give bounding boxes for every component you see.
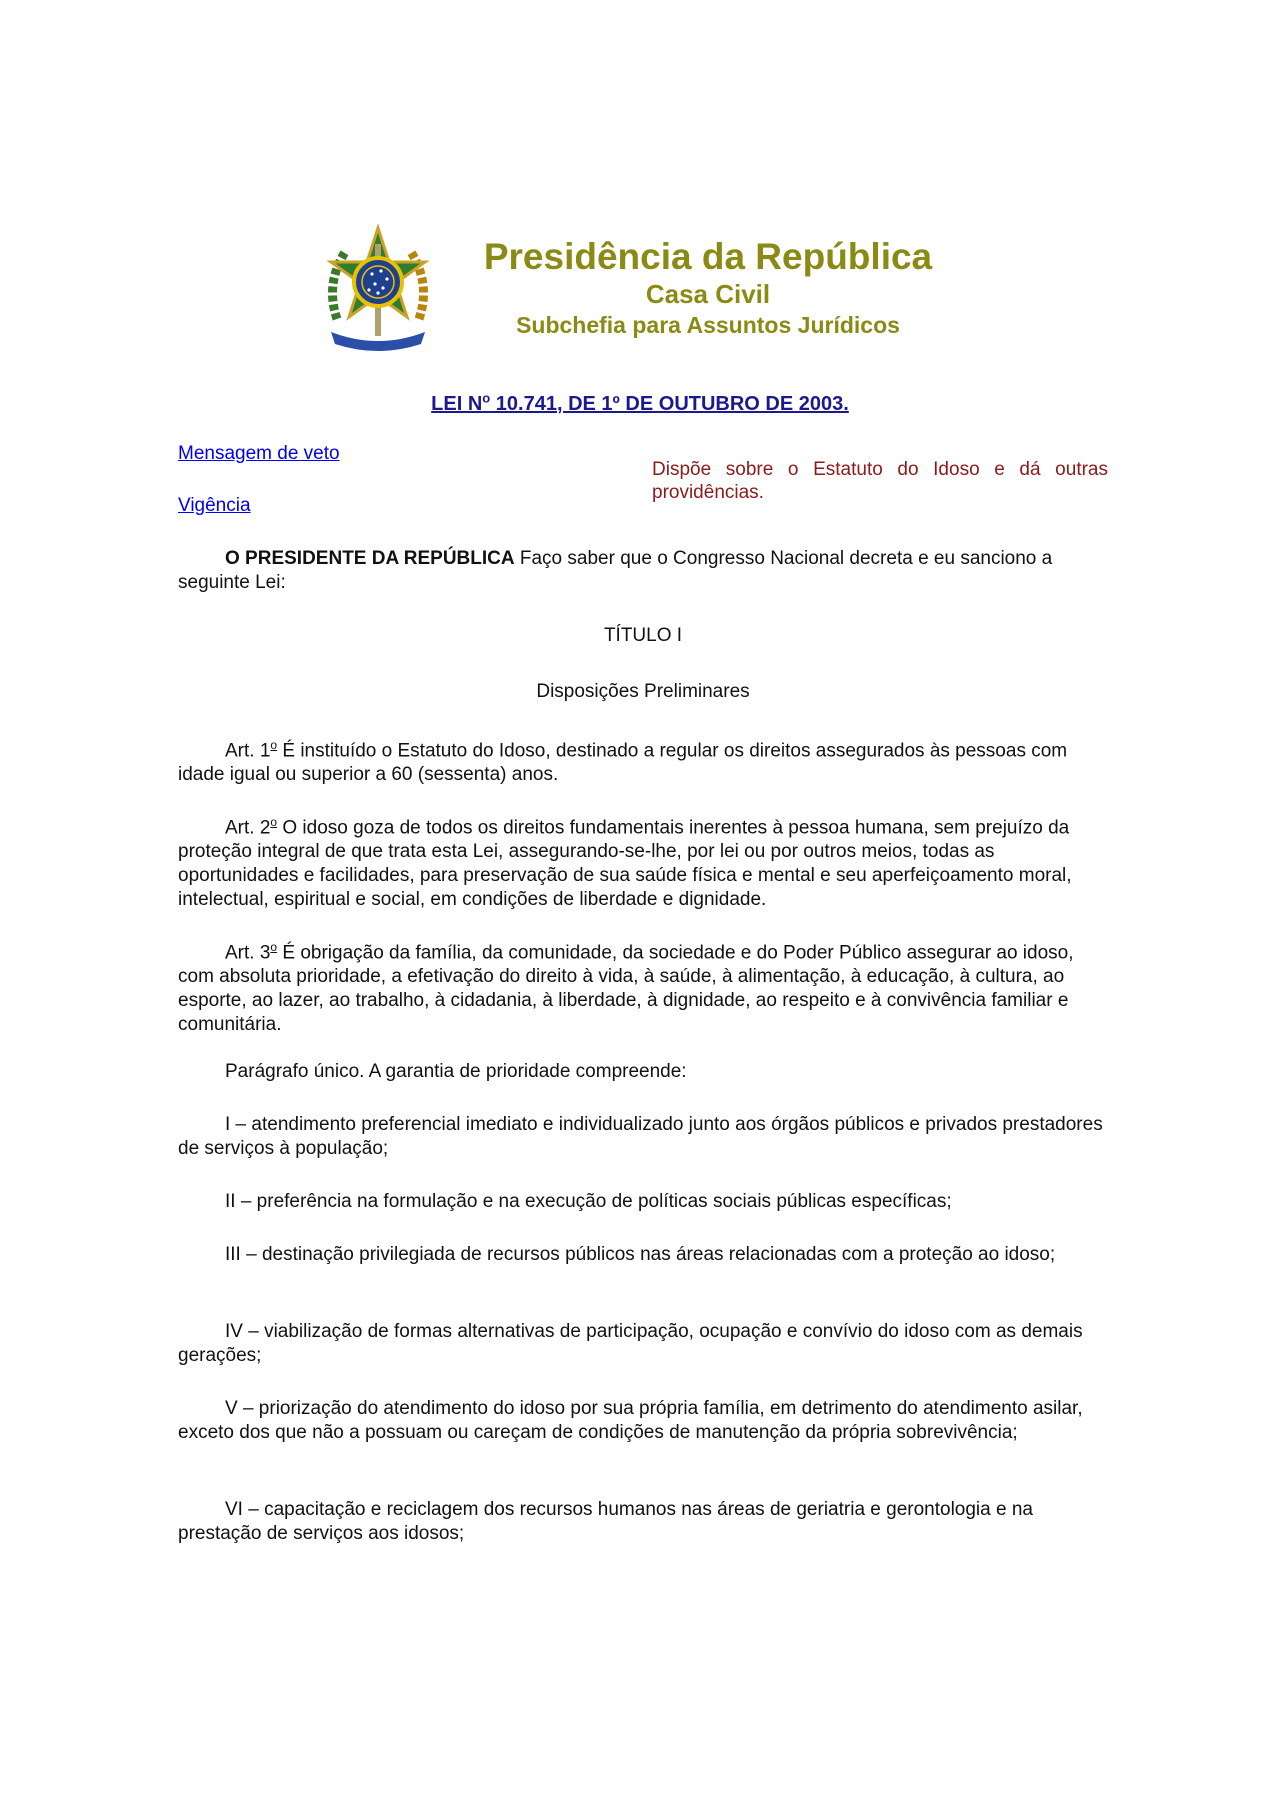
inciso-1: I – atendimento preferencial imediato e individualizado junto aos órgãos públicos e privados prestadores de serviços à população; — [178, 1114, 1103, 1159]
inciso-6: VI – capacitação e reciclagem dos recursos humanos nas áreas de geriatria e gerontologia e na prestação de serviços aos idosos; — [178, 1499, 1033, 1544]
subtitulo: Disposições Preliminares — [536, 681, 750, 702]
law-title — [0, 390, 1280, 416]
header-title: Presidência da República — [483, 236, 933, 277]
inciso-5: V – priorização do atendimento do idoso por sua própria família, em detrimento do atendimento asilar, exceto dos que não a possuam ou careçam de condições de manutenção da própria sobrevivência; — [178, 1398, 1083, 1443]
vigencia-link[interactable]: Vigência — [178, 495, 251, 516]
paragrafo-unico: Parágrafo único. A garantia de prioridade compreende: — [225, 1061, 687, 1082]
preamble-bold: O PRESIDENTE DA REPÚBLICA — [225, 548, 515, 569]
brazil-coat-of-arms-icon — [317, 224, 439, 356]
veto-message-link[interactable]: Mensagem de veto — [178, 443, 340, 464]
header-subtitle-2: Subchefia para Assuntos Jurídicos — [516, 312, 900, 338]
preamble-text: Faço saber que o Congresso Nacional decreta e eu sanciono a seguinte Lei: — [178, 548, 1053, 593]
preamble — [178, 547, 1108, 595]
titulo: TÍTULO I — [603, 625, 683, 646]
ementa: Dispõe sobre o Estatuto do Idoso e dá outras providências. — [652, 459, 1108, 503]
page-header — [317, 224, 977, 364]
inciso-4: IV – viabilização de formas alternativas de participação, ocupação e convívio do idoso com as demais gerações; — [178, 1321, 1083, 1366]
article-2: Art. 2$^o$ O idoso goza de todos os direitos fundamentais inerentes à pessoa humana, sem prejuízo da proteção integral de que trata esta Lei, assegurando-se-lhe, por lei ou por outros meios, todas as oportunidades e facilidades, para preservação de sua saúde física e mental e seu aperfeiçoamento moral, intelectual, espiritual e social, em condições de liberdade e dignidade. — [178, 815, 1072, 911]
inciso-3: III – destinação privilegiada de recursos públicos nas áreas relacionadas com a proteção ao idoso; — [225, 1244, 1056, 1265]
article-3: Art. 3$^o$ É obrigação da família, da comunidade, da sociedade e do Poder Público assegurar ao idoso, com absoluta prioridade, a efetivação do direito à vida, à saúde, à alimentação, à educação, à cultura, ao esporte, ao lazer, ao trabalho, à cidadania, à liberdade, à dignidade, ao respeito e à convivência familiar e comunitária. — [178, 940, 1074, 1036]
header-text — [439, 236, 977, 340]
article-1: Art. 1$^o$ É instituído o Estatuto do Idoso, destinado a regular os direitos assegurados às pessoas com idade igual ou superior a 60 (sessenta) anos. — [178, 738, 1068, 786]
header-subtitle: Casa Civil — [645, 279, 771, 309]
left-links — [178, 443, 340, 517]
inciso-2: II – preferência na formulação e na execução de políticas sociais públicas específicas; — [225, 1191, 952, 1212]
law-title-link[interactable]: LEI N$^o$ 10.741, DE 1º DE OUTUBRO DE 2003. — [431, 390, 849, 415]
